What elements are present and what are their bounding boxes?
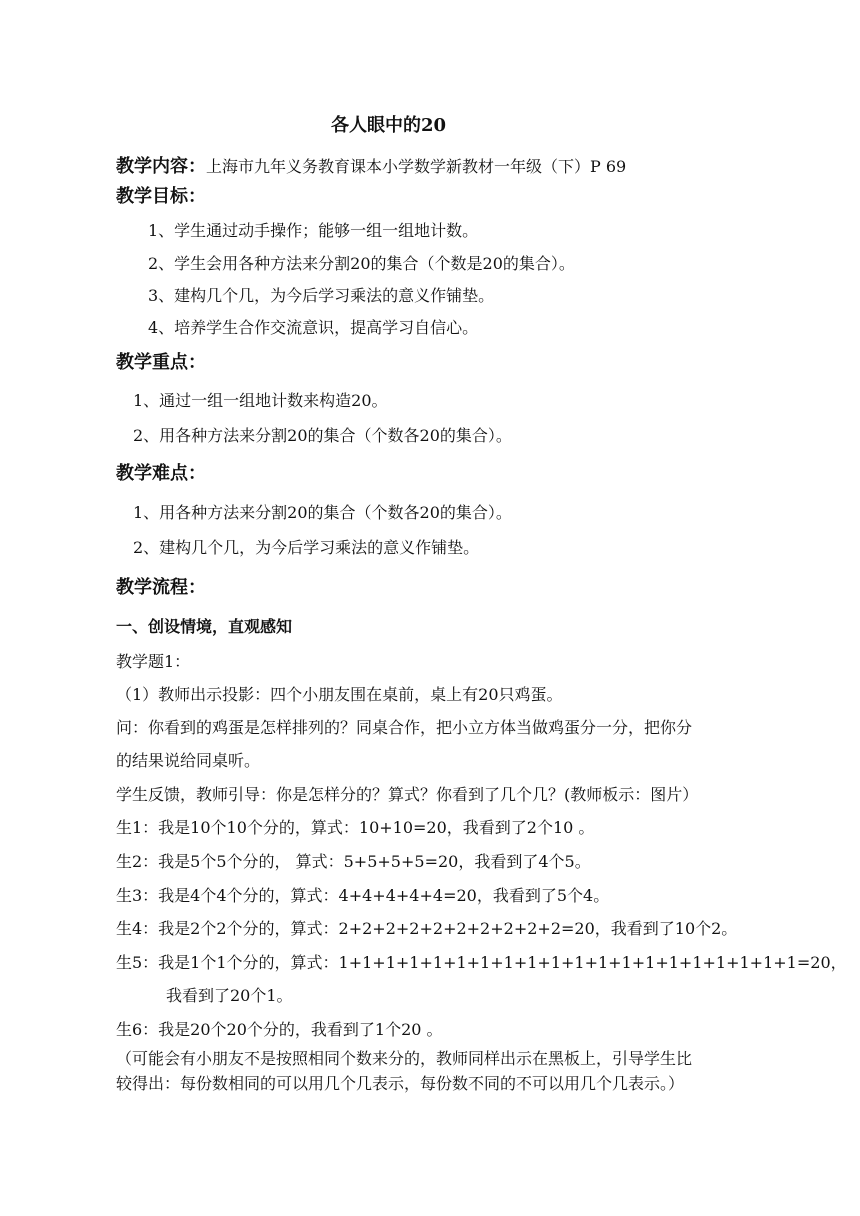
objective-item: 2、学生会用各种方法来分割20的集合（个数是20的集合）。	[148, 254, 575, 273]
difficulties-heading: 教学难点：	[116, 463, 206, 484]
student-answer-line: 生6：我是20个20个分的，我看到了1个20 。	[116, 1020, 443, 1039]
student-answer-line: 生2：我是5个5个分的， 算式：5+5+5+5=20，我看到了4个5。	[116, 852, 591, 871]
document-title: 各人眼中的20	[331, 115, 447, 136]
difficulty-item: 1、用各种方法来分割20的集合（个数各20的集合）。	[133, 503, 512, 522]
difficulty-item: 2、建构几个几，为今后学习乘法的意义作铺垫。	[133, 538, 480, 557]
student-answer-line: 生3：我是4个4个分的，算式：4+4+4+4+4=20，我看到了5个4。	[116, 886, 610, 905]
objective-item: 3、建构几个几，为今后学习乘法的意义作铺垫。	[148, 286, 495, 305]
student-answer-line: 生4：我是2个2个分的，算式：2+2+2+2+2+2+2+2+2+2=20，我看到了10个2。	[116, 919, 738, 938]
objective-item: 1、学生通过动手操作；能够一组一组地计数。	[148, 221, 479, 240]
key-point-item: 1、通过一组一组地计数来构造20。	[133, 391, 388, 410]
teaching-content-label: 教学内容：	[116, 156, 206, 177]
student-answer-line: 生5：我是1个1个分的，算式：1+1+1+1+1+1+1+1+1+1+1+1+1+1+1+1+1+1+1+1=20，	[116, 953, 847, 972]
student-answer-line: 生1：我是10个10个分的，算式：10+10=20，我看到了2个10 。	[116, 818, 595, 837]
note-line: （可能会有小朋友不是按照相同个数来分的，教师同样出示在黑板上，引导学生比	[116, 1049, 693, 1068]
process-heading: 教学流程：	[116, 577, 206, 598]
teaching-content-line	[116, 157, 626, 177]
process-line: 教学题1：	[116, 652, 191, 671]
key-points-heading: 教学重点：	[116, 352, 206, 373]
process-line: 的结果说给同桌听。	[116, 751, 261, 770]
process-section-heading: 一、创设情境，直观感知	[116, 617, 293, 636]
process-line: （1）教师出示投影：四个小朋友围在桌前，桌上有20只鸡蛋。	[116, 685, 563, 704]
student-answer-continuation: 我看到了20个1。	[166, 986, 293, 1005]
objectives-heading: 教学目标：	[116, 186, 206, 207]
process-line: 学生反馈，教师引导：你是怎样分的？算式？你看到了几个几？(教师板示：图片）	[116, 785, 699, 804]
process-line: 问：你看到的鸡蛋是怎样排列的？同桌合作，把小立方体当做鸡蛋分一分，把你分	[116, 718, 693, 737]
note-line: 较得出：每份数相同的可以用几个几表示，每份数不同的不可以用几个几表示。）	[116, 1074, 685, 1093]
teaching-content-text: 上海市九年义务教育课本小学数学新教材一年级（下）P 69	[206, 157, 627, 176]
objective-item: 4、培养学生合作交流意识，提高学习自信心。	[148, 318, 479, 337]
key-point-item: 2、用各种方法来分割20的集合（个数各20的集合）。	[133, 426, 512, 445]
